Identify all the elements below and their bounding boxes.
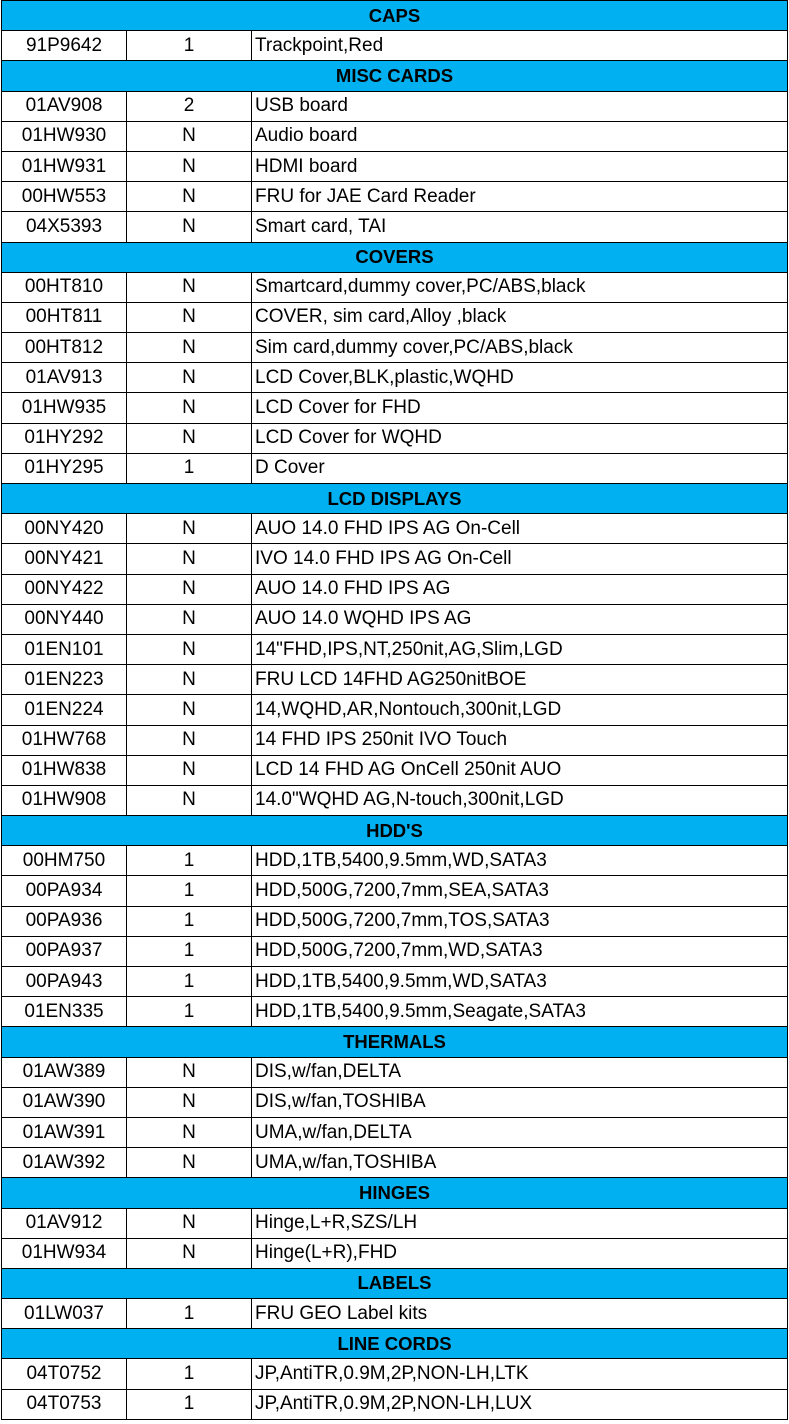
table-row — [2, 31, 788, 61]
quantity-cell: N — [127, 151, 252, 181]
section-header: LINE CORDS — [2, 1329, 788, 1359]
section-header-row — [2, 1027, 788, 1057]
quantity-cell: 1 — [127, 997, 252, 1027]
part-number-cell: 01EN101 — [2, 634, 127, 664]
part-number-cell: 01LW037 — [2, 1299, 127, 1329]
table-row — [2, 967, 788, 997]
description-cell: 14"FHD,IPS,NT,250nit,AG,Slim,LGD — [252, 634, 788, 664]
part-number-cell: 00HT811 — [2, 302, 127, 332]
part-number-cell: 01EN223 — [2, 665, 127, 695]
table-row — [2, 906, 788, 936]
description-cell: AUO 14.0 WQHD IPS AG — [252, 604, 788, 634]
table-row — [2, 846, 788, 876]
section-header: CAPS — [2, 1, 788, 31]
description-cell: UMA,w/fan,TOSHIBA — [252, 1148, 788, 1178]
description-cell: IVO 14.0 FHD IPS AG On-Cell — [252, 544, 788, 574]
description-cell: LCD Cover for WQHD — [252, 423, 788, 453]
table-row — [2, 725, 788, 755]
description-cell: FRU for JAE Card Reader — [252, 182, 788, 212]
description-cell: Hinge(L+R),FHD — [252, 1238, 788, 1268]
part-number-cell: 01HW931 — [2, 151, 127, 181]
description-cell: UMA,w/fan,DELTA — [252, 1117, 788, 1147]
part-number-cell: 00PA936 — [2, 906, 127, 936]
table-row — [2, 121, 788, 151]
table-row — [2, 1148, 788, 1178]
table-row — [2, 634, 788, 664]
part-number-cell: 00NY422 — [2, 574, 127, 604]
quantity-cell: 1 — [127, 1299, 252, 1329]
description-cell: COVER, sim card,Alloy ,black — [252, 302, 788, 332]
part-number-cell: 01AW389 — [2, 1057, 127, 1087]
description-cell: HDD,500G,7200,7mm,WD,SATA3 — [252, 936, 788, 966]
table-row — [2, 212, 788, 242]
description-cell: LCD 14 FHD AG OnCell 250nit AUO — [252, 755, 788, 785]
description-cell: Sim card,dummy cover,PC/ABS,black — [252, 333, 788, 363]
table-row — [2, 755, 788, 785]
description-cell: D Cover — [252, 453, 788, 483]
table-row — [2, 393, 788, 423]
description-cell: 14 FHD IPS 250nit IVO Touch — [252, 725, 788, 755]
table-row — [2, 272, 788, 302]
part-number-cell: 00PA943 — [2, 967, 127, 997]
quantity-cell: N — [127, 423, 252, 453]
part-number-cell: 01AV913 — [2, 363, 127, 393]
description-cell: DIS,w/fan,TOSHIBA — [252, 1087, 788, 1117]
part-number-cell: 04T0753 — [2, 1389, 127, 1419]
description-cell: FRU LCD 14FHD AG250nitBOE — [252, 665, 788, 695]
description-cell: LCD Cover,BLK,plastic,WQHD — [252, 363, 788, 393]
description-cell: Audio board — [252, 121, 788, 151]
part-number-cell: 04T0752 — [2, 1359, 127, 1389]
table-row — [2, 1299, 788, 1329]
description-cell: LCD Cover for FHD — [252, 393, 788, 423]
parts-table — [1, 0, 788, 1420]
part-number-cell: 01HY295 — [2, 453, 127, 483]
description-cell: DIS,w/fan,DELTA — [252, 1057, 788, 1087]
quantity-cell: 1 — [127, 846, 252, 876]
quantity-cell: 1 — [127, 936, 252, 966]
section-header-row — [2, 484, 788, 514]
quantity-cell: N — [127, 785, 252, 815]
section-header: HINGES — [2, 1178, 788, 1208]
section-header: COVERS — [2, 242, 788, 272]
quantity-cell: N — [127, 604, 252, 634]
section-header: THERMALS — [2, 1027, 788, 1057]
part-number-cell: 01HW934 — [2, 1238, 127, 1268]
quantity-cell: N — [127, 1117, 252, 1147]
table-row — [2, 182, 788, 212]
section-header: HDD'S — [2, 816, 788, 846]
quantity-cell: N — [127, 182, 252, 212]
part-number-cell: 01AW392 — [2, 1148, 127, 1178]
part-number-cell: 01AV908 — [2, 91, 127, 121]
table-row — [2, 1208, 788, 1238]
description-cell: HDD,1TB,5400,9.5mm,WD,SATA3 — [252, 967, 788, 997]
table-row — [2, 302, 788, 332]
quantity-cell: N — [127, 333, 252, 363]
section-header: LCD DISPLAYS — [2, 484, 788, 514]
description-cell: HDD,1TB,5400,9.5mm,Seagate,SATA3 — [252, 997, 788, 1027]
section-header-row — [2, 816, 788, 846]
part-number-cell: 00HM750 — [2, 846, 127, 876]
table-row — [2, 151, 788, 181]
quantity-cell: N — [127, 363, 252, 393]
part-number-cell: 01HW838 — [2, 755, 127, 785]
quantity-cell: 1 — [127, 31, 252, 61]
table-row — [2, 785, 788, 815]
quantity-cell: N — [127, 665, 252, 695]
table-row — [2, 423, 788, 453]
description-cell: 14,WQHD,AR,Nontouch,300nit,LGD — [252, 695, 788, 725]
section-header-row — [2, 242, 788, 272]
part-number-cell: 00PA937 — [2, 936, 127, 966]
table-row — [2, 514, 788, 544]
quantity-cell: N — [127, 544, 252, 574]
description-cell: USB board — [252, 91, 788, 121]
quantity-cell: 1 — [127, 1359, 252, 1389]
description-cell: Smartcard,dummy cover,PC/ABS,black — [252, 272, 788, 302]
part-number-cell: 01HW908 — [2, 785, 127, 815]
quantity-cell: N — [127, 393, 252, 423]
quantity-cell: N — [127, 272, 252, 302]
description-cell: Smart card, TAI — [252, 212, 788, 242]
quantity-cell: 1 — [127, 967, 252, 997]
quantity-cell: 2 — [127, 91, 252, 121]
part-number-cell: 00NY421 — [2, 544, 127, 574]
part-number-cell: 01EN335 — [2, 997, 127, 1027]
description-cell: Trackpoint,Red — [252, 31, 788, 61]
description-cell: AUO 14.0 FHD IPS AG — [252, 574, 788, 604]
part-number-cell: 00HW553 — [2, 182, 127, 212]
part-number-cell: 01HY292 — [2, 423, 127, 453]
description-cell: JP,AntiTR,0.9M,2P,NON-LH,LTK — [252, 1359, 788, 1389]
part-number-cell: 00HT810 — [2, 272, 127, 302]
table-row — [2, 544, 788, 574]
description-cell: AUO 14.0 FHD IPS AG On-Cell — [252, 514, 788, 544]
part-number-cell: 00PA934 — [2, 876, 127, 906]
quantity-cell: N — [127, 1087, 252, 1117]
part-number-cell: 04X5393 — [2, 212, 127, 242]
parts-table-body — [2, 1, 788, 1420]
part-number-cell: 01HW935 — [2, 393, 127, 423]
quantity-cell: N — [127, 755, 252, 785]
table-row — [2, 936, 788, 966]
section-header: MISC CARDS — [2, 61, 788, 91]
quantity-cell: 1 — [127, 1389, 252, 1419]
table-row — [2, 1389, 788, 1419]
part-number-cell: 01AW390 — [2, 1087, 127, 1117]
quantity-cell: N — [127, 1238, 252, 1268]
section-header-row — [2, 1178, 788, 1208]
description-cell: HDMI board — [252, 151, 788, 181]
quantity-cell: N — [127, 1057, 252, 1087]
table-row — [2, 1087, 788, 1117]
table-row — [2, 363, 788, 393]
quantity-cell: N — [127, 302, 252, 332]
description-cell: HDD,500G,7200,7mm,TOS,SATA3 — [252, 906, 788, 936]
description-cell: 14.0"WQHD AG,N-touch,300nit,LGD — [252, 785, 788, 815]
part-number-cell: 01AW391 — [2, 1117, 127, 1147]
quantity-cell: N — [127, 121, 252, 151]
table-row — [2, 876, 788, 906]
part-number-cell: 01AV912 — [2, 1208, 127, 1238]
table-row — [2, 997, 788, 1027]
part-number-cell: 01HW768 — [2, 725, 127, 755]
table-row — [2, 1057, 788, 1087]
quantity-cell: N — [127, 634, 252, 664]
section-header-row — [2, 1329, 788, 1359]
table-row — [2, 91, 788, 121]
section-header-row — [2, 1, 788, 31]
description-cell: HDD,500G,7200,7mm,SEA,SATA3 — [252, 876, 788, 906]
table-row — [2, 604, 788, 634]
section-header-row — [2, 1268, 788, 1298]
part-number-cell: 00NY420 — [2, 514, 127, 544]
table-row — [2, 574, 788, 604]
section-header-row — [2, 61, 788, 91]
part-number-cell: 01HW930 — [2, 121, 127, 151]
quantity-cell: N — [127, 574, 252, 604]
table-row — [2, 453, 788, 483]
table-row — [2, 1238, 788, 1268]
quantity-cell: N — [127, 1208, 252, 1238]
quantity-cell: 1 — [127, 876, 252, 906]
part-number-cell: 00NY440 — [2, 604, 127, 634]
quantity-cell: 1 — [127, 453, 252, 483]
section-header: LABELS — [2, 1268, 788, 1298]
quantity-cell: N — [127, 212, 252, 242]
quantity-cell: N — [127, 514, 252, 544]
quantity-cell: N — [127, 725, 252, 755]
table-row — [2, 665, 788, 695]
description-cell: HDD,1TB,5400,9.5mm,WD,SATA3 — [252, 846, 788, 876]
table-row — [2, 1359, 788, 1389]
part-number-cell: 91P9642 — [2, 31, 127, 61]
table-row — [2, 695, 788, 725]
quantity-cell: N — [127, 1148, 252, 1178]
quantity-cell: N — [127, 695, 252, 725]
description-cell: Hinge,L+R,SZS/LH — [252, 1208, 788, 1238]
part-number-cell: 00HT812 — [2, 333, 127, 363]
table-row — [2, 1117, 788, 1147]
table-row — [2, 333, 788, 363]
description-cell: FRU GEO Label kits — [252, 1299, 788, 1329]
description-cell: JP,AntiTR,0.9M,2P,NON-LH,LUX — [252, 1389, 788, 1419]
quantity-cell: 1 — [127, 906, 252, 936]
part-number-cell: 01EN224 — [2, 695, 127, 725]
